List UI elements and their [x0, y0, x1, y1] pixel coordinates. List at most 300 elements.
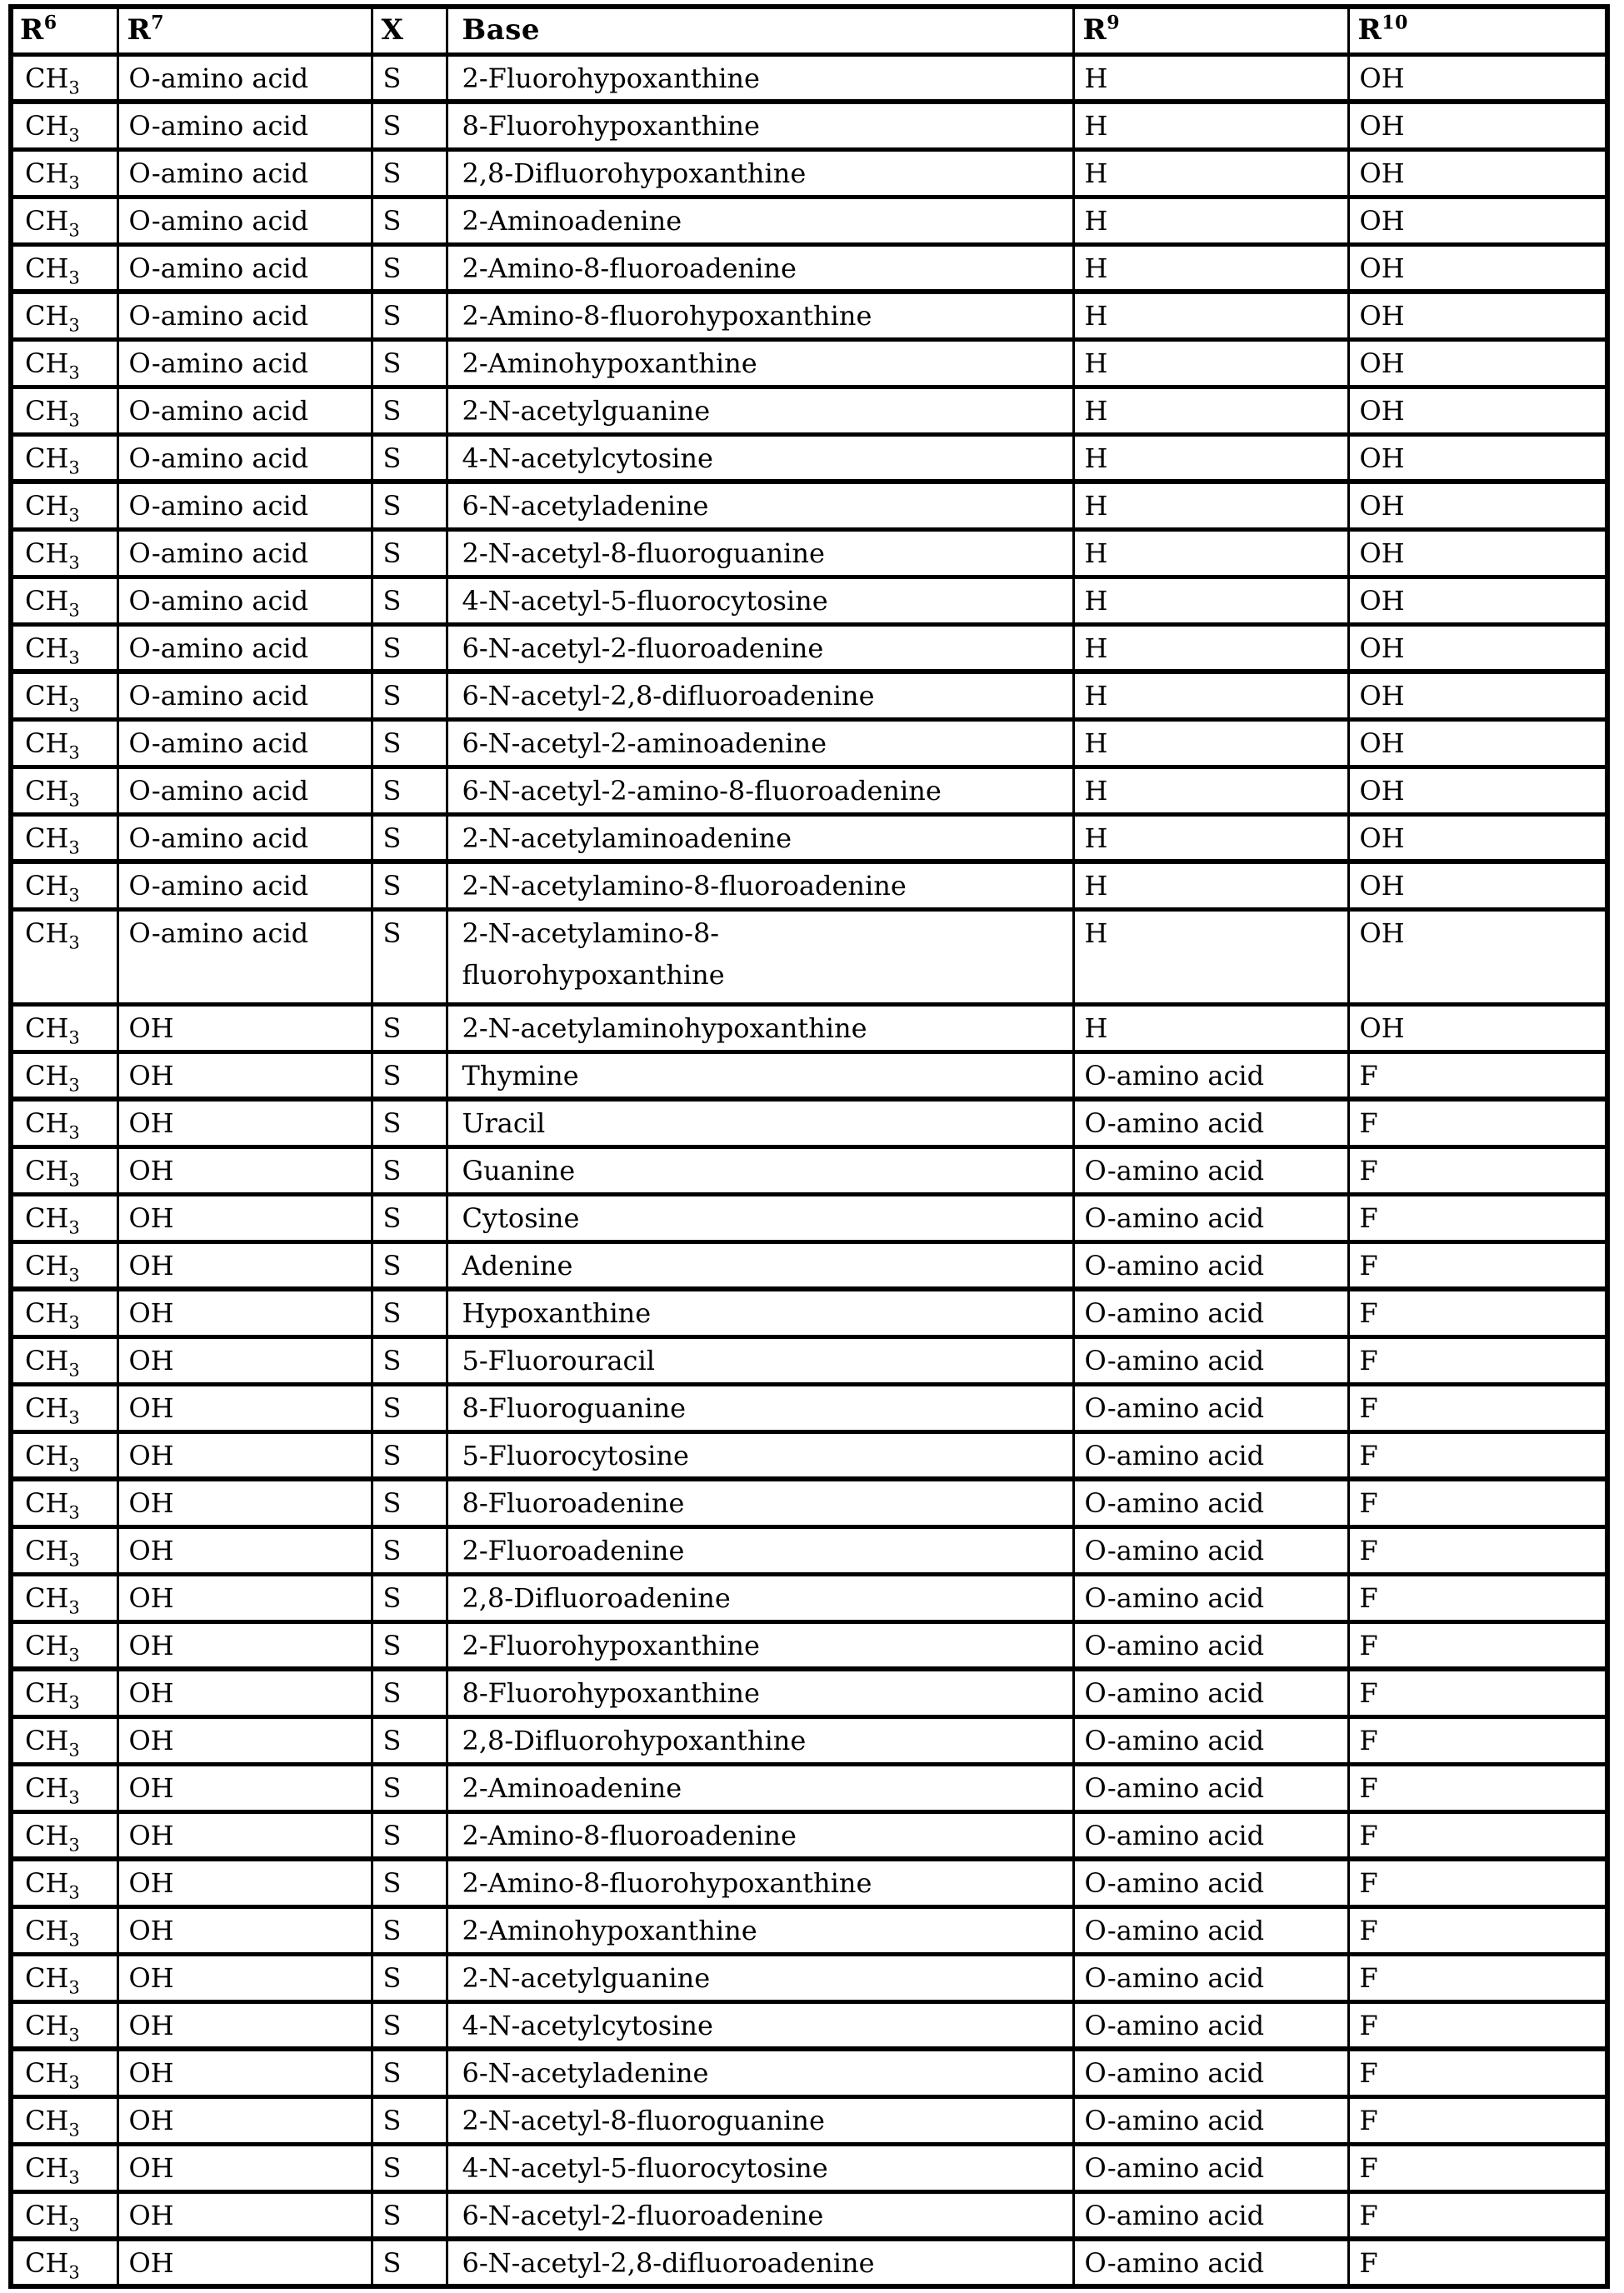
cell-r7: O-amino acid	[117, 814, 372, 862]
cell-r9: H	[1073, 767, 1348, 814]
cell-x: S	[372, 672, 447, 719]
table-row	[11, 624, 1607, 672]
table-row	[11, 1621, 1607, 1669]
cell-r10: F	[1348, 1526, 1607, 1574]
table-row	[11, 2096, 1607, 2144]
cell-r6: $CH_3$	[11, 1764, 117, 1811]
cell-r6: $CH_3$	[11, 197, 117, 244]
formula-subscript: 3	[68, 2119, 80, 2140]
table-row	[11, 909, 1607, 1004]
table-row	[11, 482, 1607, 529]
cell-r7: OH	[117, 1764, 372, 1811]
cell-x: S	[372, 909, 447, 1004]
cell-base: 2-N-acetylamino-8-fluoroadenine	[447, 862, 1073, 909]
cell-r7: OH	[117, 1669, 372, 1716]
cell-r9: H	[1073, 292, 1348, 339]
formula-subscript: 3	[68, 885, 80, 906]
cell-x: S	[372, 814, 447, 862]
cell-base: 6-N-acetyladenine	[447, 482, 1073, 529]
cell-base: Cytosine	[447, 1194, 1073, 1241]
cell-base: 2-N-acetylamino-8- fluorohypoxanthine	[447, 909, 1073, 1004]
cell-r6: $CH_3$	[11, 529, 117, 577]
cell-base: Thymine	[447, 1052, 1073, 1099]
formula-subscript: 3	[68, 1216, 80, 1237]
table-row	[11, 2049, 1607, 2096]
cell-base: 8-Fluorohypoxanthine	[447, 1669, 1073, 1716]
cell-r6: $CH_3$	[11, 1669, 117, 1716]
cell-x: S	[372, 529, 447, 577]
cell-r7: O-amino acid	[117, 54, 372, 102]
cell-x: S	[372, 1906, 447, 1954]
cell-base: 5-Fluorocytosine	[447, 1431, 1073, 1479]
cell-base: 2,8-Difluoroadenine	[447, 1574, 1073, 1621]
header-superscript: 6	[43, 12, 57, 34]
table-row	[11, 1336, 1607, 1384]
cell-r6: $CH_3$	[11, 719, 117, 767]
cell-base: 6-N-acetyl-2-amino-8-fluoroadenine	[447, 767, 1073, 814]
cell-r10: F	[1348, 1289, 1607, 1336]
cell-r9: O-amino acid	[1073, 1194, 1348, 1241]
cell-r9: H	[1073, 529, 1348, 577]
cell-r6: $CH_3$	[11, 767, 117, 814]
cell-r10: F	[1348, 2001, 1607, 2049]
cell-r10: F	[1348, 1194, 1607, 1241]
cell-r6: $CH_3$	[11, 2096, 117, 2144]
cell-x: S	[372, 767, 447, 814]
cell-r7: OH	[117, 1194, 372, 1241]
cell-base: 2-N-acetylaminoadenine	[447, 814, 1073, 862]
cell-r10: OH	[1348, 292, 1607, 339]
table-row	[11, 1669, 1607, 1716]
cell-r7: OH	[117, 2096, 372, 2144]
cell-base: Hypoxanthine	[447, 1289, 1073, 1336]
cell-r7: OH	[117, 2239, 372, 2286]
cell-r10: F	[1348, 1431, 1607, 1479]
cell-base: 2-Amino-8-fluoroadenine	[447, 1811, 1073, 1859]
cell-r9: O-amino acid	[1073, 1052, 1348, 1099]
cell-r9: O-amino acid	[1073, 2239, 1348, 2286]
cell-r10: F	[1348, 1859, 1607, 1906]
cell-r9: H	[1073, 102, 1348, 149]
cell-r10: F	[1348, 1574, 1607, 1621]
cell-r9: H	[1073, 244, 1348, 292]
cell-r6: $CH_3$	[11, 1004, 117, 1052]
cell-r7: OH	[117, 1052, 372, 1099]
cell-r7: O-amino acid	[117, 339, 372, 387]
cell-r6: $CH_3$	[11, 387, 117, 434]
cell-r10: OH	[1348, 434, 1607, 482]
cell-r6: $CH_3$	[11, 1336, 117, 1384]
table-row	[11, 1052, 1607, 1099]
cell-x: S	[372, 244, 447, 292]
cell-r9: H	[1073, 482, 1348, 529]
cell-r7: O-amino acid	[117, 387, 372, 434]
formula-subscript: 3	[68, 2166, 80, 2187]
cell-r9: H	[1073, 577, 1348, 624]
cell-r6: $CH_3$	[11, 1621, 117, 1669]
cell-r7: OH	[117, 1336, 372, 1384]
table-row	[11, 1004, 1607, 1052]
cell-r9: O-amino acid	[1073, 1289, 1348, 1336]
cell-r9: O-amino acid	[1073, 1241, 1348, 1289]
cell-r7: O-amino acid	[117, 482, 372, 529]
table-row	[11, 1479, 1607, 1526]
formula-subscript: 3	[68, 2024, 80, 2045]
formula-subscript: 3	[68, 599, 80, 620]
cell-x: S	[372, 1669, 447, 1716]
cell-r9: O-amino acid	[1073, 1954, 1348, 2001]
table-row	[11, 862, 1607, 909]
cell-r10: OH	[1348, 624, 1607, 672]
cell-x: S	[372, 1099, 447, 1146]
cell-r10: F	[1348, 1479, 1607, 1526]
cell-r6: $CH_3$	[11, 482, 117, 529]
cell-x: S	[372, 102, 447, 149]
table-row	[11, 814, 1607, 862]
table-row	[11, 1099, 1607, 1146]
cell-r10: OH	[1348, 482, 1607, 529]
header-r6: $R^6$	[11, 7, 117, 54]
table-row	[11, 577, 1607, 624]
formula-subscript: 3	[68, 1122, 80, 1143]
cell-x: S	[372, 1052, 447, 1099]
cell-x: S	[372, 1811, 447, 1859]
cell-base: 6-N-acetyladenine	[447, 2049, 1073, 2096]
cell-r9: O-amino acid	[1073, 1526, 1348, 1574]
cell-r9: H	[1073, 54, 1348, 102]
cell-r10: F	[1348, 2239, 1607, 2286]
cell-r9: O-amino acid	[1073, 1336, 1348, 1384]
table-row	[11, 719, 1607, 767]
formula-subscript: 3	[68, 1169, 80, 1190]
cell-r6: $CH_3$	[11, 1099, 117, 1146]
cell-r6: $CH_3$	[11, 1194, 117, 1241]
cell-r10: OH	[1348, 672, 1607, 719]
table-body	[11, 54, 1607, 2286]
cell-r10: OH	[1348, 54, 1607, 102]
cell-r6: $CH_3$	[11, 1811, 117, 1859]
cell-x: S	[372, 482, 447, 529]
table-row	[11, 387, 1607, 434]
cell-r9: O-amino acid	[1073, 2001, 1348, 2049]
cell-r7: OH	[117, 1241, 372, 1289]
cell-r6: $CH_3$	[11, 624, 117, 672]
cell-r9: O-amino acid	[1073, 2096, 1348, 2144]
formula-subscript: 3	[68, 2072, 80, 2093]
cell-r7: OH	[117, 1859, 372, 1906]
formula-subscript: 3	[68, 695, 80, 716]
cell-x: S	[372, 2144, 447, 2191]
table-row	[11, 197, 1607, 244]
cell-r9: H	[1073, 149, 1348, 197]
cell-base: 2-Fluorohypoxanthine	[447, 54, 1073, 102]
cell-x: S	[372, 1194, 447, 1241]
formula-subscript: 3	[68, 1502, 80, 1523]
cell-r6: $CH_3$	[11, 814, 117, 862]
table-row	[11, 767, 1607, 814]
cell-base: 2-N-acetylaminohypoxanthine	[447, 1004, 1073, 1052]
cell-r6: $CH_3$	[11, 2239, 117, 2286]
formula-subscript: 3	[68, 1834, 80, 1855]
cell-base: 8-Fluorohypoxanthine	[447, 102, 1073, 149]
formula-subscript: 3	[68, 505, 80, 526]
cell-r7: OH	[117, 1526, 372, 1574]
cell-r7: O-amino acid	[117, 862, 372, 909]
table-row	[11, 2001, 1607, 2049]
cell-r7: O-amino acid	[117, 434, 372, 482]
cell-x: S	[372, 1526, 447, 1574]
cell-r6: $CH_3$	[11, 102, 117, 149]
cell-base: 2-Fluoroadenine	[447, 1526, 1073, 1574]
formula-subscript: 3	[68, 1074, 80, 1095]
table-row	[11, 1716, 1607, 1764]
cell-base: 2-Amino-8-fluorohypoxanthine	[447, 1859, 1073, 1906]
cell-x: S	[372, 1289, 447, 1336]
cell-x: S	[372, 339, 447, 387]
formula-subscript: 3	[68, 1692, 80, 1713]
cell-r6: $CH_3$	[11, 54, 117, 102]
cell-x: S	[372, 624, 447, 672]
cell-r9: H	[1073, 814, 1348, 862]
cell-r10: F	[1348, 1052, 1607, 1099]
table-row	[11, 54, 1607, 102]
cell-r9: O-amino acid	[1073, 1574, 1348, 1621]
formula-subscript: 3	[68, 837, 80, 857]
header-row	[11, 7, 1607, 54]
cell-r10: OH	[1348, 149, 1607, 197]
cell-r9: H	[1073, 387, 1348, 434]
cell-r6: $CH_3$	[11, 1859, 117, 1906]
cell-x: S	[372, 387, 447, 434]
cell-r10: F	[1348, 1384, 1607, 1431]
cell-r6: $CH_3$	[11, 1526, 117, 1574]
cell-x: S	[372, 1621, 447, 1669]
cell-r10: OH	[1348, 197, 1607, 244]
cell-r6: $CH_3$	[11, 1716, 117, 1764]
cell-x: S	[372, 1574, 447, 1621]
cell-base: 4-N-acetylcytosine	[447, 2001, 1073, 2049]
table-row	[11, 1289, 1607, 1336]
cell-r10: F	[1348, 1906, 1607, 1954]
cell-r9: O-amino acid	[1073, 1811, 1348, 1859]
cell-r6: $CH_3$	[11, 1241, 117, 1289]
cell-base: Adenine	[447, 1241, 1073, 1289]
cell-x: S	[372, 1146, 447, 1194]
cell-r10: OH	[1348, 1004, 1607, 1052]
cell-r10: OH	[1348, 244, 1607, 292]
cell-r7: OH	[117, 1146, 372, 1194]
cell-r10: OH	[1348, 577, 1607, 624]
table-row	[11, 1859, 1607, 1906]
cell-r10: OH	[1348, 339, 1607, 387]
cell-x: S	[372, 2191, 447, 2239]
cell-x: S	[372, 1384, 447, 1431]
cell-x: S	[372, 1954, 447, 2001]
cell-r7: OH	[117, 1004, 372, 1052]
cell-r7: OH	[117, 2144, 372, 2191]
cell-r7: O-amino acid	[117, 529, 372, 577]
cell-r7: OH	[117, 1289, 372, 1336]
cell-base: 4-N-acetylcytosine	[447, 434, 1073, 482]
cell-r7: OH	[117, 1384, 372, 1431]
cell-r10: OH	[1348, 529, 1607, 577]
cell-x: S	[372, 1764, 447, 1811]
compound-table	[8, 4, 1610, 2289]
formula-subscript: 3	[68, 1359, 80, 1380]
cell-base: 8-Fluoroadenine	[447, 1479, 1073, 1526]
cell-r7: O-amino acid	[117, 909, 372, 1004]
formula-subscript: 3	[68, 1027, 80, 1047]
cell-r10: OH	[1348, 862, 1607, 909]
formula-subscript: 3	[68, 457, 80, 477]
cell-x: S	[372, 1479, 447, 1526]
cell-r7: OH	[117, 1954, 372, 2001]
table-row	[11, 244, 1607, 292]
cell-r9: O-amino acid	[1073, 1764, 1348, 1811]
formula-subscript: 3	[68, 1929, 80, 1950]
cell-r6: $CH_3$	[11, 2001, 117, 2049]
formula-subscript: 3	[68, 2214, 80, 2235]
cell-r10: F	[1348, 2144, 1607, 2191]
cell-r10: OH	[1348, 102, 1607, 149]
cell-r6: $CH_3$	[11, 2191, 117, 2239]
table-row	[11, 339, 1607, 387]
header-superscript: 10	[1382, 12, 1408, 34]
cell-r10: F	[1348, 2049, 1607, 2096]
cell-r9: O-amino acid	[1073, 1621, 1348, 1669]
cell-r9: O-amino acid	[1073, 1669, 1348, 1716]
cell-r7: OH	[117, 2049, 372, 2096]
header-superscript: 9	[1107, 12, 1121, 34]
formula-subscript: 3	[68, 1786, 80, 1807]
cell-r10: F	[1348, 1716, 1607, 1764]
table-row	[11, 1384, 1607, 1431]
cell-r10: OH	[1348, 909, 1607, 1004]
cell-r9: O-amino acid	[1073, 1431, 1348, 1479]
formula-subscript: 3	[68, 2262, 80, 2283]
cell-x: S	[372, 1336, 447, 1384]
cell-r7: O-amino acid	[117, 767, 372, 814]
cell-base: 2-Amino-8-fluoroadenine	[447, 244, 1073, 292]
formula-subscript: 3	[68, 742, 80, 762]
cell-x: S	[372, 2001, 447, 2049]
formula-subscript: 3	[68, 1882, 80, 1903]
cell-base: 6-N-acetyl-2,8-difluoroadenine	[447, 672, 1073, 719]
cell-r6: $CH_3$	[11, 434, 117, 482]
cell-r6: $CH_3$	[11, 2144, 117, 2191]
cell-base: 2-Aminoadenine	[447, 1764, 1073, 1811]
cell-r9: H	[1073, 672, 1348, 719]
cell-base: 2-Aminohypoxanthine	[447, 1906, 1073, 1954]
formula-subscript: 3	[68, 409, 80, 430]
cell-r9: H	[1073, 624, 1348, 672]
formula-subscript: 3	[68, 172, 80, 192]
cell-r7: OH	[117, 1479, 372, 1526]
table-row	[11, 2239, 1607, 2286]
cell-x: S	[372, 1241, 447, 1289]
formula-subscript: 3	[68, 1596, 80, 1617]
table-row	[11, 1811, 1607, 1859]
cell-r7: O-amino acid	[117, 244, 372, 292]
cell-r10: F	[1348, 1764, 1607, 1811]
cell-r6: $CH_3$	[11, 149, 117, 197]
header-r9: $R^9$	[1073, 7, 1348, 54]
formula-subscript: 3	[68, 1312, 80, 1333]
cell-x: S	[372, 577, 447, 624]
formula-subscript: 3	[68, 1454, 80, 1475]
cell-r6: $CH_3$	[11, 1954, 117, 2001]
cell-r9: O-amino acid	[1073, 1099, 1348, 1146]
cell-r9: H	[1073, 197, 1348, 244]
formula-subscript: 3	[68, 362, 80, 382]
cell-r9: O-amino acid	[1073, 1906, 1348, 1954]
cell-r7: O-amino acid	[117, 102, 372, 149]
cell-base: 5-Fluorouracil	[447, 1336, 1073, 1384]
cell-base: 2-Aminoadenine	[447, 197, 1073, 244]
header-base: Base	[447, 7, 1073, 54]
cell-base: Guanine	[447, 1146, 1073, 1194]
cell-x: S	[372, 2049, 447, 2096]
cell-r9: O-amino acid	[1073, 1146, 1348, 1194]
cell-base: Uracil	[447, 1099, 1073, 1146]
formula-subscript: 3	[68, 125, 80, 146]
table-row	[11, 1431, 1607, 1479]
cell-r10: OH	[1348, 814, 1607, 862]
cell-x: S	[372, 197, 447, 244]
cell-x: S	[372, 54, 447, 102]
cell-r9: O-amino acid	[1073, 1384, 1348, 1431]
cell-x: S	[372, 862, 447, 909]
header-x: X	[372, 7, 447, 54]
table-row	[11, 1906, 1607, 1954]
formula-subscript: 3	[68, 1739, 80, 1760]
formula-subscript: 3	[68, 647, 80, 667]
header-superscript: 7	[151, 12, 165, 34]
formula-subscript: 3	[68, 77, 80, 97]
formula-subscript: 3	[68, 552, 80, 572]
cell-x: S	[372, 1716, 447, 1764]
cell-base: 2-N-acetyl-8-fluoroguanine	[447, 529, 1073, 577]
formula-subscript: 3	[68, 932, 80, 952]
cell-base: 8-Fluoroguanine	[447, 1384, 1073, 1431]
cell-r7: OH	[117, 2001, 372, 2049]
table-row	[11, 149, 1607, 197]
cell-r9: H	[1073, 1004, 1348, 1052]
cell-base: 6-N-acetyl-2-fluoroadenine	[447, 624, 1073, 672]
cell-r6: $CH_3$	[11, 244, 117, 292]
table-row	[11, 529, 1607, 577]
cell-r6: $CH_3$	[11, 862, 117, 909]
cell-r6: $CH_3$	[11, 2049, 117, 2096]
cell-r7: OH	[117, 2191, 372, 2239]
cell-base: 2-N-acetylguanine	[447, 1954, 1073, 2001]
cell-r10: OH	[1348, 767, 1607, 814]
cell-r6: $CH_3$	[11, 1146, 117, 1194]
formula-subscript: 3	[68, 1406, 80, 1427]
table-row	[11, 1954, 1607, 2001]
cell-r10: F	[1348, 1099, 1607, 1146]
formula-subscript: 3	[68, 789, 80, 810]
cell-r6: $CH_3$	[11, 1384, 117, 1431]
cell-r6: $CH_3$	[11, 292, 117, 339]
cell-r7: O-amino acid	[117, 197, 372, 244]
table-row	[11, 434, 1607, 482]
cell-x: S	[372, 1004, 447, 1052]
formula-subscript: 3	[68, 1549, 80, 1570]
cell-r10: F	[1348, 1146, 1607, 1194]
cell-r7: OH	[117, 1099, 372, 1146]
table-row	[11, 2144, 1607, 2191]
